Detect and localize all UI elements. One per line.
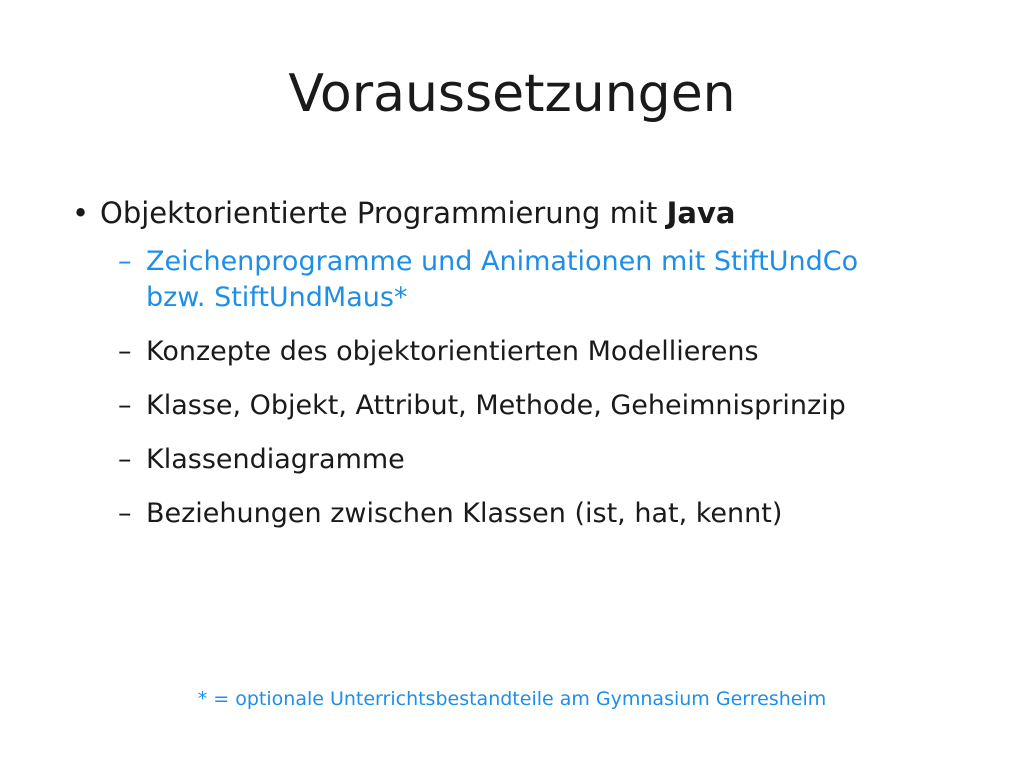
bullet-dot-icon: • <box>72 196 90 230</box>
sub-bullet-list <box>72 244 972 532</box>
sub-bullet-text: Klasse, Objekt, Attribut, Methode, Geheimnisprinzip <box>146 390 846 421</box>
sub-bullet-item <box>118 334 886 370</box>
main-bullet-text: Objektorientierte Programmierung mit <box>100 196 667 230</box>
sub-bullet-text: Klassendiagramme <box>146 444 405 475</box>
dash-icon: – <box>118 390 132 421</box>
sub-bullet-item <box>118 442 886 478</box>
sub-bullet-item <box>118 496 886 532</box>
main-bullet-bold: Java <box>666 196 736 230</box>
sub-bullet-item <box>118 388 886 424</box>
dash-icon: – <box>118 246 132 277</box>
dash-icon: – <box>118 498 132 529</box>
sub-bullet-item <box>118 244 886 316</box>
sub-bullet-text: Konzepte des objektorientierten Modellierens <box>146 336 759 367</box>
footnote: * = optionale Unterrichtsbestandteile am Gymnasium Gerresheim <box>197 688 827 710</box>
sub-bullet-text: Beziehungen zwischen Klassen (ist, hat, kennt) <box>146 498 783 529</box>
dash-icon: – <box>118 336 132 367</box>
dash-icon: – <box>118 444 132 475</box>
slide-content <box>72 190 972 550</box>
slide-title: Voraussetzungen <box>288 64 736 124</box>
main-bullet <box>72 190 972 236</box>
sub-bullet-text: Zeichenprogramme und Animationen mit StiftUndCo bzw. StiftUndMaus* <box>146 246 859 313</box>
